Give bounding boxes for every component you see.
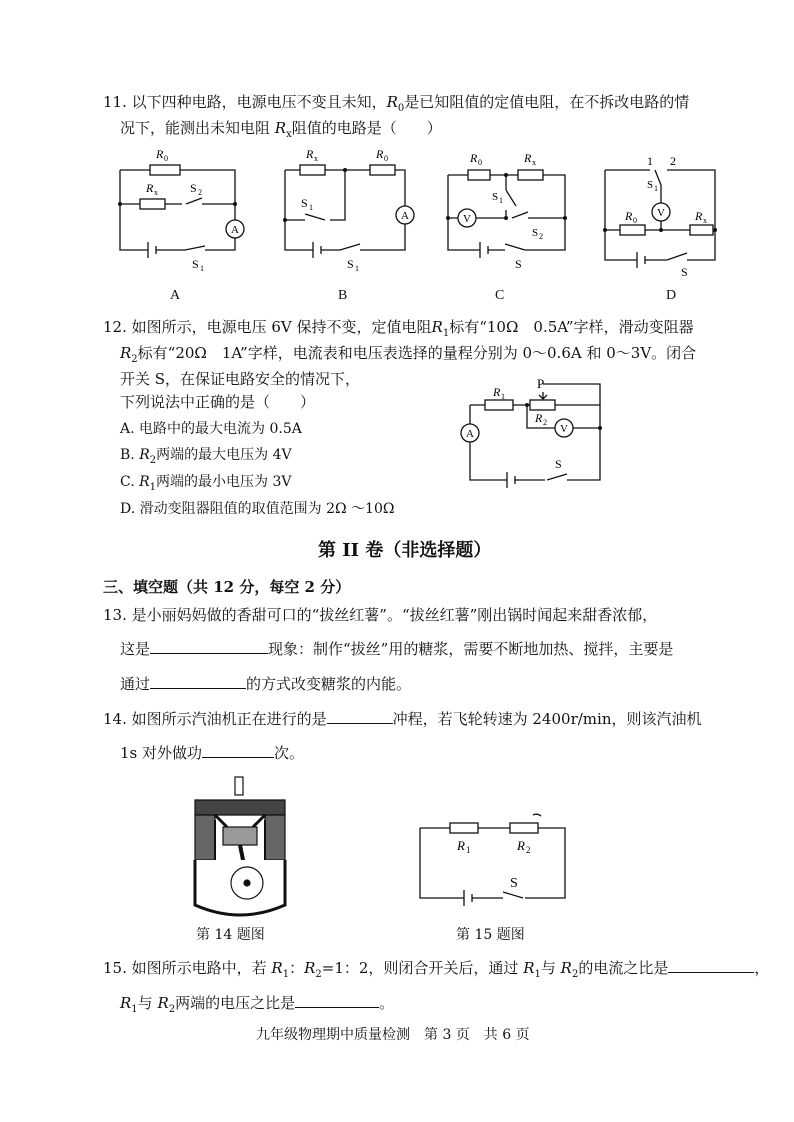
circuit-d-diagram — [595, 145, 745, 285]
svg-text:0: 0 — [384, 154, 388, 163]
option-b-label: B — [338, 288, 348, 303]
svg-text:R: R — [695, 209, 703, 223]
q14-line1: 14. 如图所示汽油机正在进行的是 冲程，若飞轮转速为 2400r/min，则该汽油机 — [103, 710, 702, 728]
svg-text:V: V — [657, 207, 665, 219]
q15-blank-2[interactable] — [295, 993, 379, 1008]
svg-text:R: R — [535, 411, 543, 425]
ammeter-label: A — [401, 210, 409, 222]
svg-text:R: R — [306, 147, 314, 161]
rx-label: R — [146, 181, 154, 195]
svg-text:R: R — [517, 838, 525, 853]
q15-circuit-diagram — [415, 810, 575, 910]
svg-text:0: 0 — [633, 216, 637, 225]
q15-blank-1[interactable] — [668, 958, 754, 973]
q12-option-c: C. $R_1$两端的最小电压为 3V — [120, 474, 292, 493]
section-heading: 三、填空题（共 12 分，每空 2 分） — [103, 578, 351, 596]
option-d-label: D — [666, 288, 677, 303]
circuit-a-diagram — [110, 140, 260, 280]
q14-blank-1[interactable] — [327, 709, 393, 724]
svg-text:R: R — [470, 151, 478, 165]
q12-option-a: A. 电路中的最大电流为 0.5A — [120, 421, 302, 437]
resistor-rx — [140, 199, 165, 209]
q12-line1: 12. 如图所示，电源电压 6V 保持不变，定值电阻$R_1$标有“10Ω 0.5A”字样，滑动变阻器 — [103, 318, 694, 339]
svg-text:2: 2 — [198, 188, 202, 197]
svg-text:1: 1 — [501, 392, 505, 401]
svg-text:1: 1 — [647, 154, 653, 168]
q15-line1: 15. 如图所示电路中，若 $R_1$：$R_2=1$：2，则闭合开关后，通过 $R_1$与 $R_2$的电流之比是 ， — [103, 959, 770, 980]
r0-label: R — [156, 147, 164, 161]
svg-text:R: R — [457, 838, 465, 853]
svg-text:1: 1 — [309, 203, 313, 212]
q13-line1: 13. 是小丽妈妈做的香甜可口的“拔丝红薯”。“拔丝红薯”刚出锅时闻起来甜香浓郁， — [103, 606, 658, 624]
svg-text:S: S — [510, 876, 518, 891]
s2-label: S — [190, 181, 197, 195]
q12-line3: 开关 S，在保证电路安全的情况下， — [120, 370, 361, 388]
q13-line2: 这是 现象：制作“拔丝”用的糖浆，需要不断地加热、搅拌，主要是 — [120, 640, 674, 658]
q12-line4: 下列说法中正确的是（ ） — [120, 393, 316, 411]
circuit-c-diagram — [440, 140, 580, 280]
svg-text:1: 1 — [355, 264, 359, 273]
q11-line1: 11. 以下四种电路，电源电压不变且未知，$R_0$是已知阻值的定值电阻，在不拆改电路的情 — [103, 93, 690, 114]
q13-line3: 通过 的方式改变糖浆的内能。 — [120, 675, 412, 693]
svg-text:S: S — [347, 257, 354, 271]
svg-text:0: 0 — [478, 158, 482, 167]
svg-text:S: S — [492, 191, 499, 203]
q12-line2: $R_2$标有“20Ω 1A”字样，电流表和电压表选择的量程分别为 0～0.6A 和 0～3V。闭合 — [120, 344, 697, 365]
q13-blank-1[interactable] — [150, 639, 268, 654]
gasoline-engine-figure — [185, 775, 295, 920]
svg-text:2: 2 — [543, 418, 547, 427]
svg-text:x: x — [703, 216, 707, 225]
q14-line2: 1s 对外做功 次。 — [120, 744, 305, 762]
q12-option-b: B. $R_2$两端的最大电压为 4V — [120, 447, 292, 466]
svg-text:A: A — [466, 428, 474, 440]
option-a-label: A — [170, 288, 181, 303]
ammeter-label: A — [231, 224, 239, 236]
q12-option-d: D. 滑动变阻器阻值的取值范围为 2Ω ～10Ω — [120, 501, 395, 517]
q11-line2: 况下，能测出未知电阻 $R_x$阻值的电路是（ ） — [120, 119, 442, 140]
svg-text:P: P — [537, 376, 545, 391]
resistor-r0 — [370, 165, 395, 175]
circuit-b-diagram — [275, 140, 425, 280]
svg-text:V: V — [560, 423, 568, 435]
svg-text:1: 1 — [499, 196, 503, 205]
svg-text:S: S — [555, 457, 562, 471]
q14-caption: 第 14 题图 — [196, 927, 265, 943]
q14-blank-2[interactable] — [202, 743, 274, 758]
section-title: 第 II 卷（非选择题） — [318, 540, 492, 561]
svg-text:S: S — [681, 265, 688, 279]
svg-text:R: R — [376, 147, 384, 161]
svg-text:R: R — [493, 385, 501, 399]
svg-text:0: 0 — [164, 154, 168, 163]
svg-text:2: 2 — [539, 232, 543, 241]
svg-text:R: R — [625, 209, 633, 223]
svg-text:S: S — [532, 227, 539, 239]
svg-text:x: x — [532, 158, 536, 167]
svg-text:x: x — [314, 154, 318, 163]
svg-text:2: 2 — [526, 845, 531, 855]
svg-text:V: V — [463, 213, 471, 225]
svg-text:1: 1 — [466, 845, 471, 855]
svg-text:S: S — [515, 257, 522, 271]
q12-circuit-diagram — [455, 370, 615, 495]
q13-blank-2[interactable] — [150, 674, 246, 689]
option-c-label: C — [495, 288, 505, 303]
svg-text:S: S — [647, 179, 654, 191]
resistor-rx — [300, 165, 325, 175]
svg-text:S: S — [301, 196, 308, 210]
svg-text:2: 2 — [670, 154, 676, 168]
s1-label: S — [192, 257, 199, 271]
q15-line2: $R_1$与 $R_2$两端的电压之比是 。 — [120, 994, 395, 1015]
page-footer: 九年级物理期中质量检测 第 3 页 共 6 页 — [256, 1027, 530, 1043]
resistor-r0 — [150, 165, 180, 175]
svg-text:1: 1 — [654, 184, 658, 193]
svg-text:1: 1 — [200, 264, 204, 273]
svg-text:R: R — [524, 151, 532, 165]
svg-text:x: x — [154, 188, 158, 197]
q15-caption: 第 15 题图 — [456, 927, 525, 943]
